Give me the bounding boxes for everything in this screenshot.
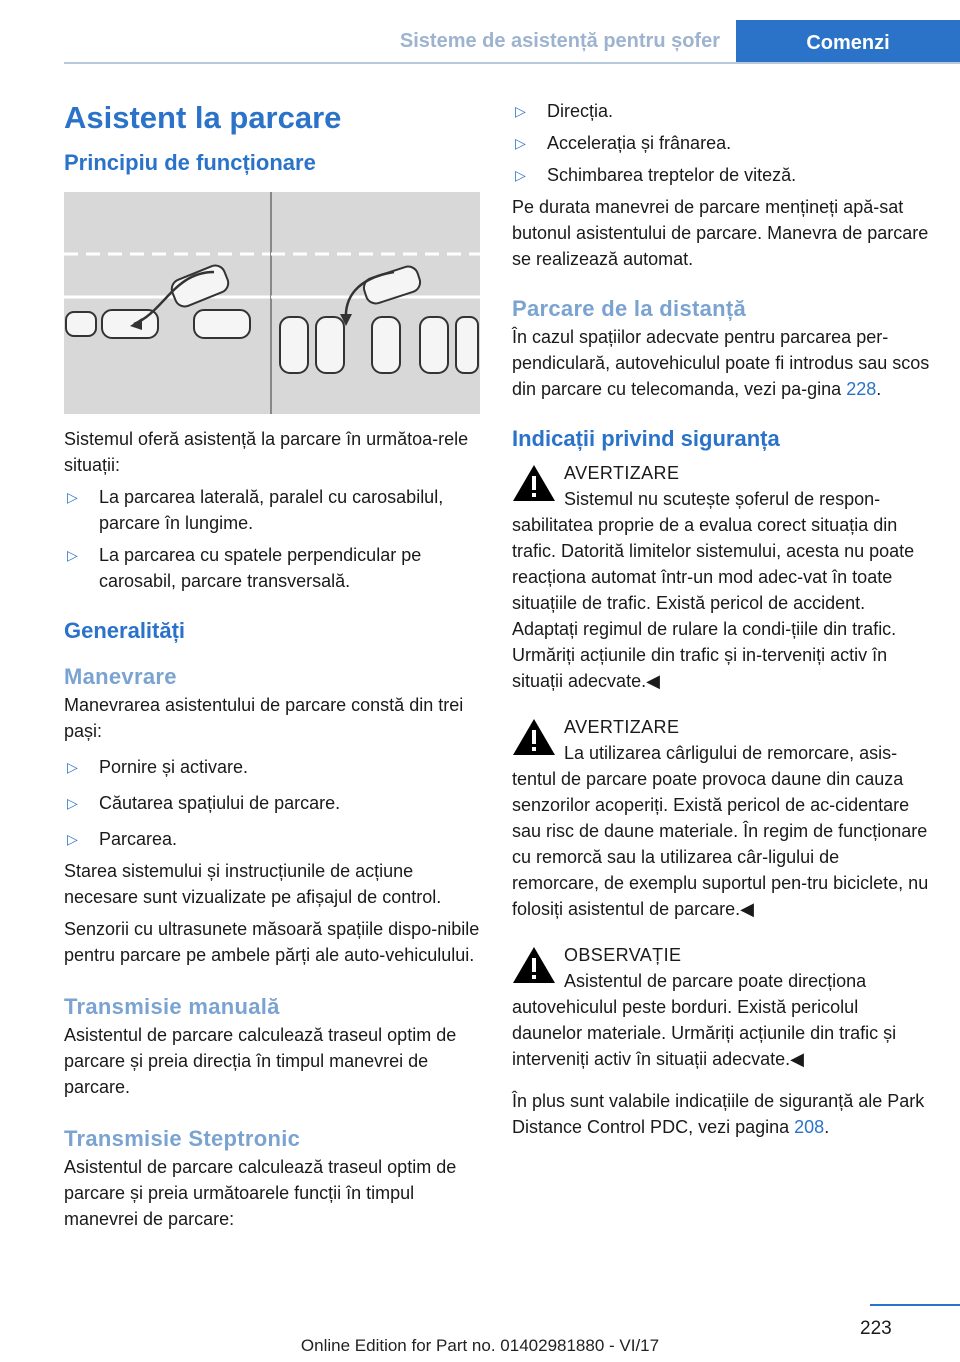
note-block [512,942,930,1072]
left-column [64,98,484,1232]
triangle-bullet-icon: ▷ [67,489,78,505]
pdc-text: În plus sunt valabile indicațiile de siguranță ale Park Distance Control PDC, vezi pagina 208. [512,1091,925,1137]
warning-block-2 [512,714,930,922]
warning-title: AVERTIZARE [564,717,680,737]
header-section-title: Sisteme de asistență pentru șofer [399,30,720,52]
warning-title: AVERTIZARE [564,463,680,483]
header-chapter-tab: Comenzi [736,20,960,64]
manual-transmission-text: Asistentul de parcare calculează traseul optim de parcare și preia direcția în timpul manevrei de parcare. [64,1025,457,1097]
warning-block-1 [512,460,930,694]
triangle-bullet-icon: ▷ [515,135,526,151]
situations-list [64,484,484,594]
parking-illustration [64,192,480,414]
warning-triangle-icon [512,464,556,502]
manual-transmission-heading: Transmisie manuală [64,994,280,1019]
triangle-bullet-icon: ▷ [67,795,78,811]
footer-edition: Online Edition for Part no. 01402981880 - VI/17 [300,1336,660,1355]
sensors-text: Senzorii cu ultrasunete măsoară spațiile dispo-nibile pentru parcare pe ambele părți ale auto-vehiculului. [64,919,480,965]
intro-text: Sistemul oferă asistență la parcare în următoa-rele situații: [64,429,469,475]
functions-list [512,98,930,188]
list-item: ▷ Accelerația și frânarea. [512,130,930,156]
warning-text: Sistemul nu scutește șoferul de respon-sabilitatea proprie de a evalua corect situația din trafic. Datorită limitelor sistemului, acesta nu poate reacționa automat într-un mod adec-vat în toate situațiile de trafic. Există pericol de accident. Adaptați regimul de rulare la condi-țiile din trafic. Urmăriți acțiunile din trafic și in-terveniți activ în situații adecvate.◀ [512,489,915,691]
safety-heading: Indicații privind siguranța [512,426,780,451]
maneuver-text: Manevrarea asistentului de parcare constă din trei pași: [64,695,464,741]
warning-triangle-icon [512,946,556,984]
triangle-bullet-icon: ▷ [67,831,78,847]
remote-parking-heading: Parcare de la distanță [512,296,747,321]
list-item: ▷ Pornire și activare. [64,754,484,780]
steptronic-text: Asistentul de parcare calculează traseul optim de parcare și preia următoarele funcții în timpul manevrei de parcare: [64,1157,457,1229]
status-text: Starea sistemului și instrucțiunile de acțiune necesare sunt vizualizate pe afișajul de control. [64,861,442,907]
remote-parking-text: În cazul spațiilor adecvate pentru parcarea per-pendiculară, autovehiculul poate fi introdus sau scos din parcare cu telecomanda, vezi pa-gina 228. [512,327,930,399]
header-rule [64,62,960,64]
principle-heading: Principiu de funcționare [64,150,316,175]
steptronic-heading: Transmisie Steptronic [64,1126,301,1151]
page-link-208[interactable]: 208 [794,1117,825,1137]
hold-button-text: Pe durata manevrei de parcare mențineți apă-sat butonul asistentului de parcare. Manevra de parcare se realizează automat. [512,197,929,269]
warning-text: La utilizarea cârligului de remorcare, asis-tentul de parcare poate provoca daune din cauza senzorilor acoperiți. Există pericol de ac-cidentare sau risc de daune materiale. În regim de funcționare cu remorcă sau la utilizarea câr-ligului de remorcare, de exemplu suportul pen-tru biciclete, nu folosiți asistentul de parcare.◀ [512,743,929,919]
note-text: Asistentul de parcare poate direcționa autovehiculul peste borduri. Există pericolul daunelor materiale. Urmăriți acțiunile din trafic și interveniți activ în situații adecvate.◀ [512,971,897,1069]
list-item: ▷ Direcția. [512,98,930,124]
list-item: ▷ La parcarea laterală, paralel cu carosabilul, parcare în lungime. [64,484,484,536]
triangle-bullet-icon: ▷ [67,759,78,775]
list-item: ▷ Căutarea spațiului de parcare. [64,790,484,816]
maneuver-heading: Manevrare [64,664,177,689]
list-item: ▷ La parcarea cu spatele perpendicular pe carosabil, parcare transversală. [64,542,484,594]
triangle-bullet-icon: ▷ [515,167,526,183]
general-heading: Generalități [64,618,186,643]
right-column [512,98,930,1140]
triangle-bullet-icon: ▷ [515,103,526,119]
page-number-rule [870,1304,960,1306]
page-link-228[interactable]: 228 [846,379,877,399]
note-title: OBSERVAȚIE [564,945,682,965]
parking-diagram-image [64,192,480,414]
triangle-bullet-icon: ▷ [67,547,78,563]
page-title: Asistent la parcare [64,100,342,135]
page-number: 223 [860,1318,892,1339]
steps-list [64,754,484,852]
list-item: ▷ Schimbarea treptelor de viteză. [512,162,930,188]
warning-triangle-icon [512,718,556,756]
list-item: ▷ Parcarea. [64,826,484,852]
